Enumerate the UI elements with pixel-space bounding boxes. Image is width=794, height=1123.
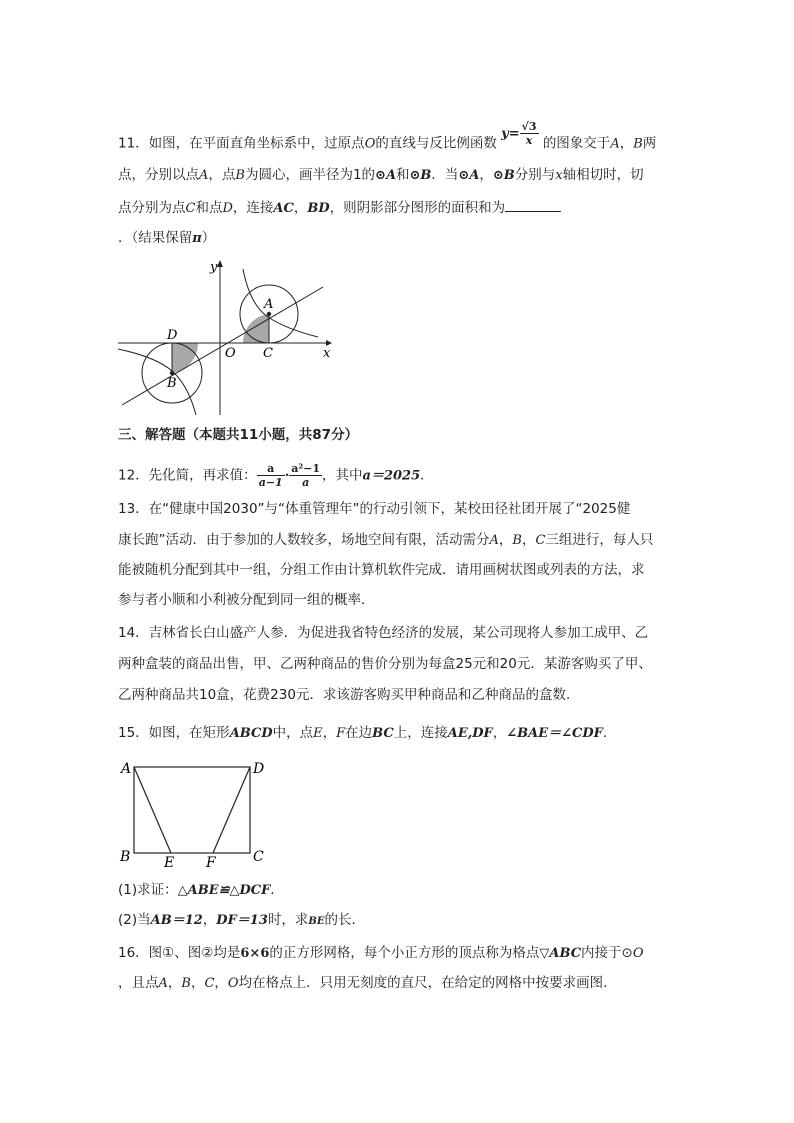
label-o: O [225, 346, 236, 361]
line-through-origin [122, 287, 323, 405]
q16-line-1: 16．图①、图②均是6×6的正方形网格，每个小正方形的顶点称为格点▽ABC内接于⊙O [118, 945, 644, 961]
q16-line-2: ，且点A，B，C，O均在格点上．只用无刻度的直尺，在给定的网格中按要求画图． [118, 975, 617, 991]
q14-line-2: 两种盒装的商品出售，甲、乙两种商品的售价分别为每盒25元和20元．某游客购买了甲、 [118, 656, 652, 672]
q12-fraction-1: $\frac{a}{a-1}$ [258, 462, 283, 489]
label-y: y [210, 260, 218, 275]
rectangle-abcd [134, 767, 250, 853]
label-a: A [121, 761, 132, 777]
label-x: x [323, 346, 331, 361]
q15-rectangle-figure [118, 755, 278, 870]
q11-line-2: 点，分别以点A，点B为圆心，画半径为1的⊙A和⊙B．当⊙A，⊙B分别与x轴相切时，切 [118, 167, 644, 183]
label-c: C [263, 346, 273, 361]
label-e: E [164, 855, 175, 870]
q14-line-3: 乙两种商品共10盒，花费230元．求该游客购买甲种商品和乙种商品的盒数． [118, 687, 580, 703]
q13-line-4: 参与者小顺和小利被分配到同一组的概率． [118, 592, 375, 608]
q15-part-2: (2)当AB＝12，DF＝13时，求BE的长． [118, 912, 365, 928]
section-3-heading: 三、解答题（本题共11小题，共87分） [118, 427, 359, 443]
label-f: F [206, 855, 216, 870]
q14-line-1: 14．吉林省长白山盛产人参．为促进我省特色经济的发展，某公司现将人参加工成甲、乙 [118, 625, 649, 641]
q15-line-1: 15．如图，在矩形ABCD中，点E，F在边BC上，连接AE,DF，∠BAE＝∠CDF． [118, 725, 617, 741]
point-b [170, 371, 174, 375]
q12-fraction-2: $\frac{\text{a²−1}}{a}$ [291, 462, 321, 489]
label-d: D [253, 761, 265, 777]
q15-part-1: (1)求证：△ABE≌△DCF． [118, 882, 284, 898]
point-a [267, 312, 271, 316]
label-d: D [167, 328, 178, 343]
shaded-sector-a [243, 314, 269, 343]
q13-line-1: 13．在“健康中国2030”与“体重管理年”的行动引领下，某校田径社团开展了“2025健 [118, 501, 631, 517]
q13-line-2: 康长跑”活动．由于参加的人数较多，场地空间有限，活动需分A，B，C三组进行，每人只 [118, 532, 654, 548]
label-b: B [167, 376, 177, 391]
label-c: C [253, 849, 264, 865]
q12-line: 12．先化简，再求值： $\frac{a}{a-1}$ · $\frac{\text{a²−1}}{a}$ ，其中a＝2025． [118, 462, 434, 489]
q11-line-3: 点分别为点C和点D，连接AC，BD，则阴影部分图形的面积和为 [118, 197, 561, 219]
q11-line-4: ．（结果保留π） [118, 230, 216, 246]
answer-blank [505, 197, 561, 212]
label-b: B [120, 849, 131, 865]
segment-ae [134, 767, 171, 853]
q11-coordinate-figure [118, 255, 338, 415]
inverse-function-formula: y= $\frac{√3}{x}$ [501, 120, 537, 147]
segment-df [213, 767, 250, 853]
label-a: A [264, 297, 274, 312]
q11-line-1: 11．如图，在平面直角坐标系中，过原点O的直线与反比例函数 y= $\frac{√3}{x}$ 的图象交于A，B两 [118, 120, 657, 152]
y-axis-arrow [217, 260, 223, 267]
q13-line-3: 能被随机分配到其中一组，分组工作由计算机软件完成．请用画树状图或列表的方法，求 [118, 562, 645, 578]
